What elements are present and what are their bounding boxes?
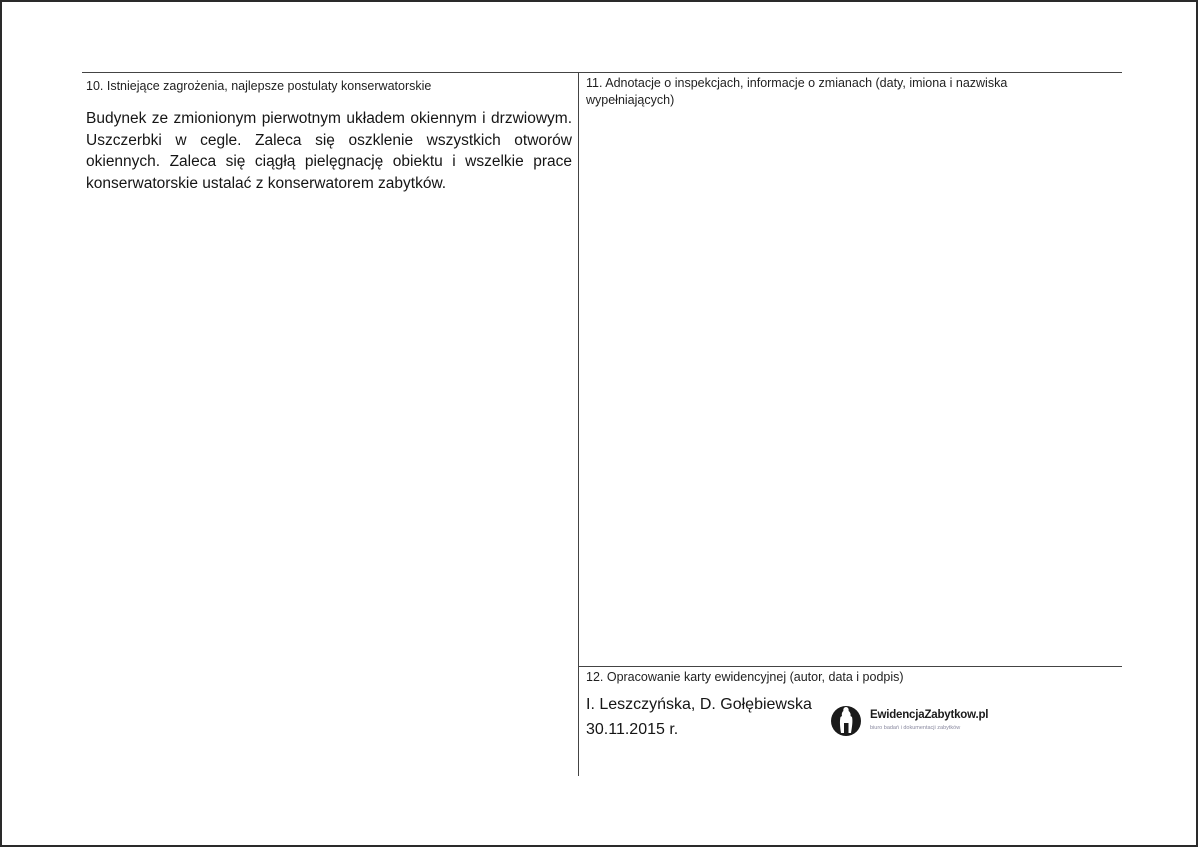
- section-10-label: 10. Istniejące zagrożenia, najlepsze postulaty konserwatorskie: [86, 79, 432, 93]
- card-date: 30.11.2015 r.: [586, 721, 679, 738]
- section-10-top-rule: [82, 72, 578, 73]
- section-11-label: 11. Adnotacje o inspekcjach, informacje o zmianach (daty, imiona i nazwiska wypełniających): [586, 76, 1008, 107]
- logo-tagline: biuro badań i dokumentacji zabytków: [870, 725, 961, 731]
- section-10-body: [86, 108, 572, 194]
- conservation-recommendations-text: Budynek ze zmionionym pierwotnym układem okiennym i drzwiowym. Uszczerbki w cegle. Zaleca się oszklenie wszystkich otworów okiennych. Zaleca się ciągłą pielęgnację obiektu i wszelkie prace konserwatorskie ustalać z konserwatorem zabytków.: [86, 110, 572, 192]
- section-12-top-rule: [579, 666, 1122, 667]
- company-logo: [830, 703, 1000, 741]
- column-divider: [578, 72, 579, 776]
- monument-silhouette-icon: [830, 703, 864, 739]
- logo-name: EwidencjaZabytkow.pl: [870, 709, 989, 721]
- card-authors: I. Leszczyńska, D. Gołębiewska: [586, 696, 812, 713]
- section-11-top-rule: [579, 72, 1122, 73]
- section-12-label: 12. Opracowanie karty ewidencyjnej (autor, data i podpis): [586, 670, 904, 684]
